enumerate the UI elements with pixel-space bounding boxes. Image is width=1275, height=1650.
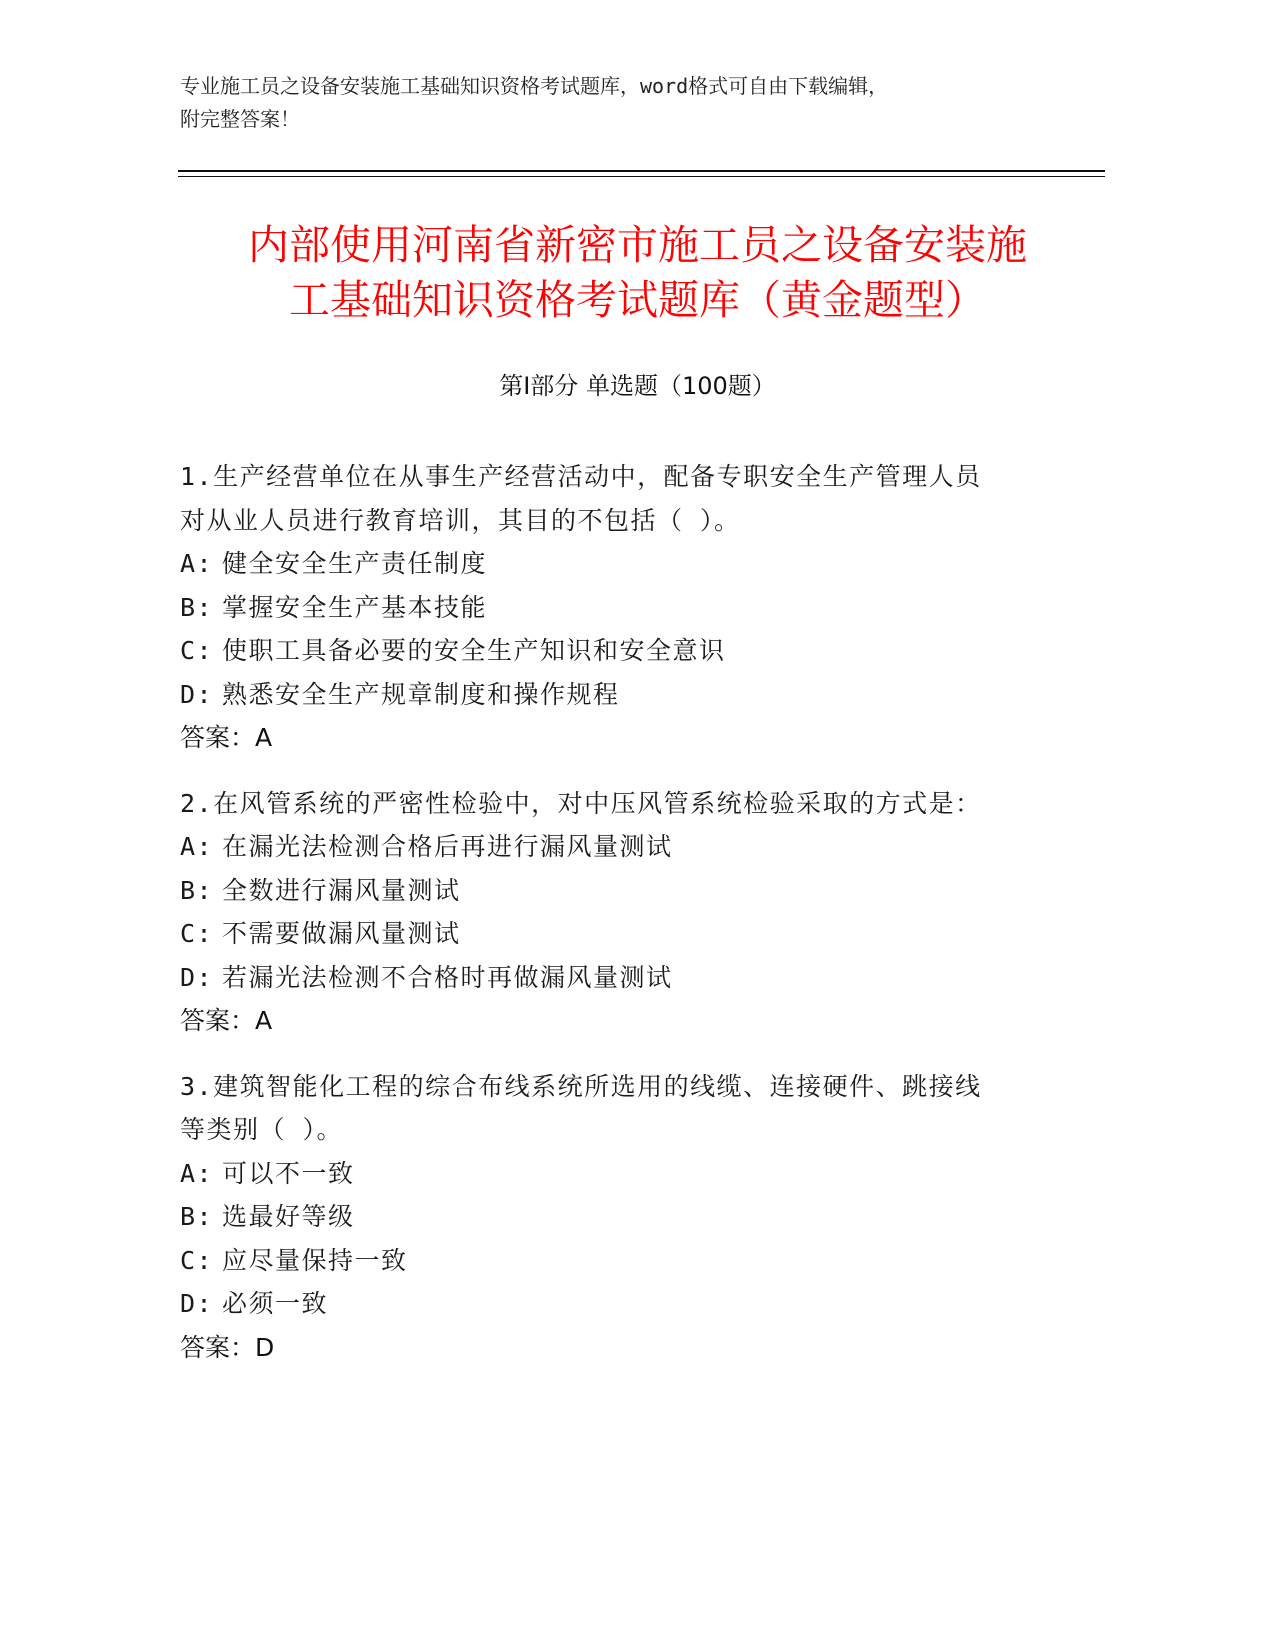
option-text: 可以不一致 (222, 1158, 355, 1188)
question-2-option-d (180, 956, 1060, 1000)
option-text: 若漏光法检测不合格时再做漏风量测试 (222, 962, 673, 992)
option-key: A: (180, 832, 214, 861)
question-3-option-a (180, 1152, 1060, 1196)
option-text: 健全安全生产责任制度 (222, 549, 488, 578)
option-key: B: (180, 1202, 214, 1231)
question-3-stem (180, 1065, 1060, 1152)
question-stem-line: 等类别（ ）。 (180, 1115, 344, 1144)
option-key: A: (180, 1158, 214, 1188)
option-key: D: (180, 962, 214, 992)
document-title-line-1: 内部使用河南省新密市施工员之设备安装施 (248, 221, 1027, 269)
question-1 (180, 455, 1060, 760)
option-text: 在漏光法检测合格后再进行漏风量测试 (222, 832, 673, 861)
question-3-answer: 答案：D (180, 1332, 275, 1362)
option-text: 必须一致 (222, 1289, 329, 1318)
header-note-line-2: 附完整答案！ (180, 107, 300, 131)
option-key: A: (180, 549, 214, 578)
question-1-option-d (180, 673, 1060, 717)
question-3-option-b (180, 1195, 1060, 1239)
option-key: C: (180, 1245, 214, 1275)
question-1-stem (180, 455, 1060, 542)
option-text: 全数进行漏风量测试 (222, 875, 461, 905)
question-2 (180, 782, 1060, 1043)
option-text: 使职工具备必要的安全生产知识和安全意识 (222, 636, 726, 665)
option-key: D: (180, 1289, 214, 1318)
question-stem-line: 2.在风管系统的严密性检验中，对中压风管系统检验采取的方式是： (180, 788, 982, 818)
question-2-answer: 答案：A (180, 1006, 273, 1035)
option-key: C: (180, 919, 214, 948)
option-text: 选最好等级 (222, 1202, 355, 1231)
question-stem-line: 3.建筑智能化工程的综合布线系统所选用的线缆、连接硬件、跳接线 (180, 1071, 982, 1101)
option-text: 不需要做漏风量测试 (222, 919, 461, 948)
question-2-option-c (180, 912, 1060, 956)
question-list (180, 455, 1060, 1391)
section-title: 第Ⅰ部分 单选题（100题） (499, 372, 776, 400)
option-text: 熟悉安全生产规章制度和操作规程 (222, 679, 620, 709)
option-key: C: (180, 636, 214, 665)
document-title-line-2: 工基础知识资格考试题库（黄金题型） (289, 276, 986, 324)
question-1-answer: 答案：A (180, 723, 273, 752)
document-title (150, 218, 1125, 328)
option-text: 应尽量保持一致 (222, 1245, 408, 1275)
header-divider-thin (178, 176, 1105, 177)
question-stem-line: 对从业人员进行教育培训，其目的不包括（ ）。 (180, 505, 741, 535)
question-3 (180, 1065, 1060, 1370)
header-divider-thick (178, 170, 1105, 172)
question-2-option-a (180, 825, 1060, 869)
question-3-option-c (180, 1239, 1060, 1283)
option-key: D: (180, 679, 214, 709)
option-key: B: (180, 592, 214, 622)
question-2-stem (180, 782, 1060, 826)
question-stem-line: 1.生产经营单位在从事生产经营活动中，配备专职安全生产管理人员 (180, 462, 982, 491)
option-key: B: (180, 875, 214, 905)
question-3-option-d (180, 1282, 1060, 1326)
question-1-option-a (180, 542, 1060, 586)
header-note-line-1: 专业施工员之设备安装施工基础知识资格考试题库，word格式可自由下载编辑， (180, 74, 889, 98)
question-1-option-c (180, 629, 1060, 673)
question-2-option-b (180, 869, 1060, 913)
header-note (180, 70, 1060, 136)
question-1-option-b (180, 586, 1060, 630)
option-text: 掌握安全生产基本技能 (222, 592, 488, 622)
